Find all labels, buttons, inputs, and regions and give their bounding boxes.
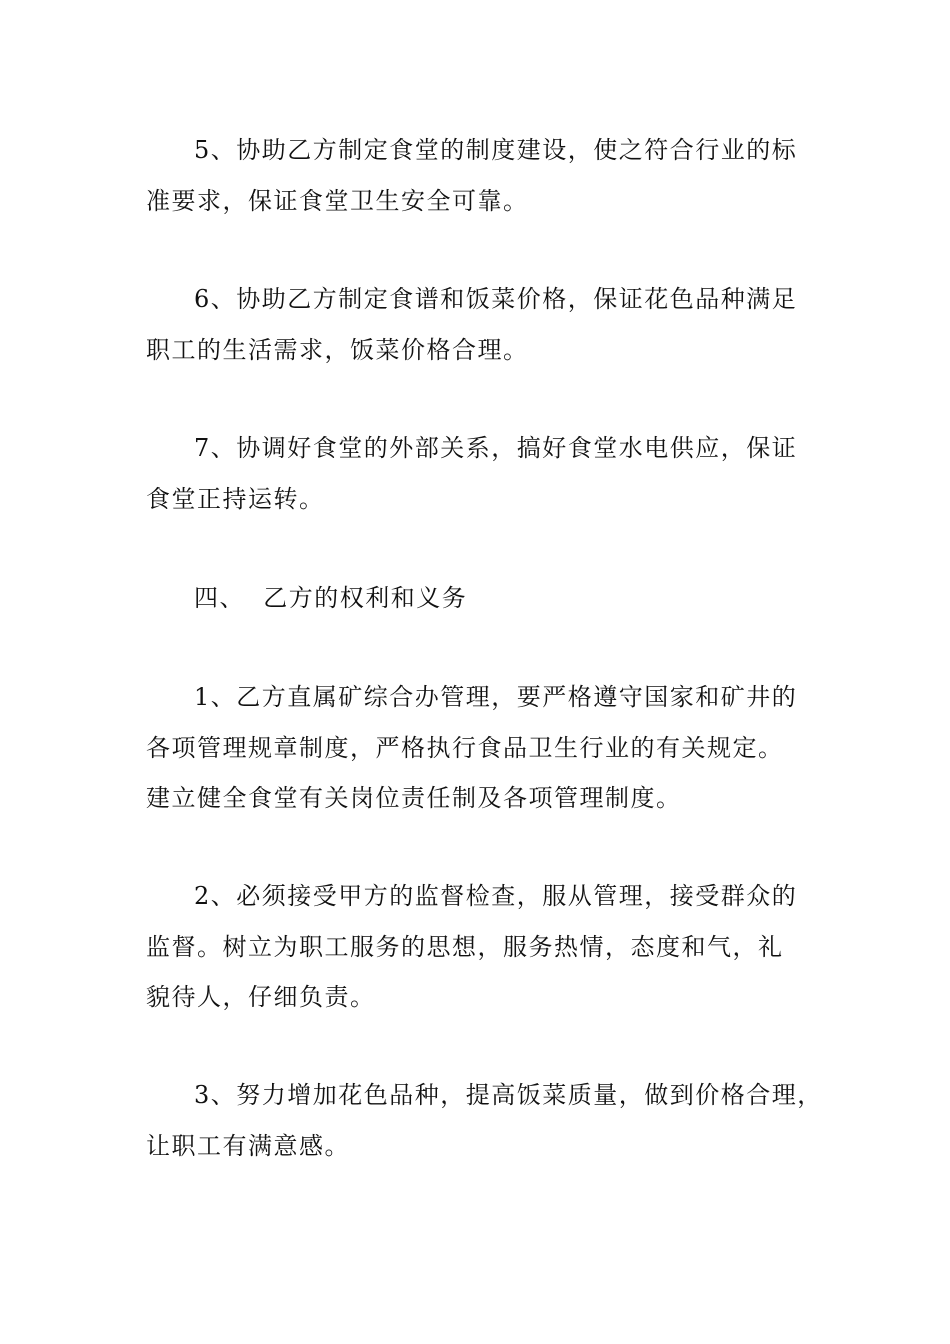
section-heading-4: 四、 乙方的权利和义务 [194, 584, 468, 612]
item-1-line-3: 建立健全食堂有关岗位责任制及各项管理制度。 [146, 784, 682, 812]
paragraph-7-line-2: 食堂正持运转。 [146, 485, 325, 513]
paragraph-6-line-1: 6、协助乙方制定食谱和饭菜价格，保证花色品种满足 [194, 285, 798, 313]
item-3-line-1: 3、努力增加花色品种，提高饭菜质量，做到价格合理， [194, 1081, 823, 1109]
paragraph-6-line-2: 职工的生活需求，饭菜价格合理。 [146, 336, 529, 364]
item-2-line-2: 监督。树立为职工服务的思想，服务热情，态度和气，礼 [146, 933, 784, 961]
item-1-line-1: 1、乙方直属矿综合办管理，要严格遵守国家和矿井的 [194, 683, 798, 711]
item-2-line-1: 2、必须接受甲方的监督检查，服从管理，接受群众的 [194, 882, 798, 910]
paragraph-5-line-1: 5、协助乙方制定食堂的制度建设，使之符合行业的标 [194, 136, 798, 164]
item-3-line-2: 让职工有满意感。 [146, 1132, 350, 1160]
item-1-line-2: 各项管理规章制度，严格执行食品卫生行业的有关规定。 [146, 734, 784, 762]
paragraph-5-line-2: 准要求，保证食堂卫生安全可靠。 [146, 187, 529, 215]
paragraph-7-line-1: 7、协调好食堂的外部关系，搞好食堂水电供应，保证 [194, 434, 798, 462]
item-2-line-3: 貌待人，仔细负责。 [146, 983, 376, 1011]
